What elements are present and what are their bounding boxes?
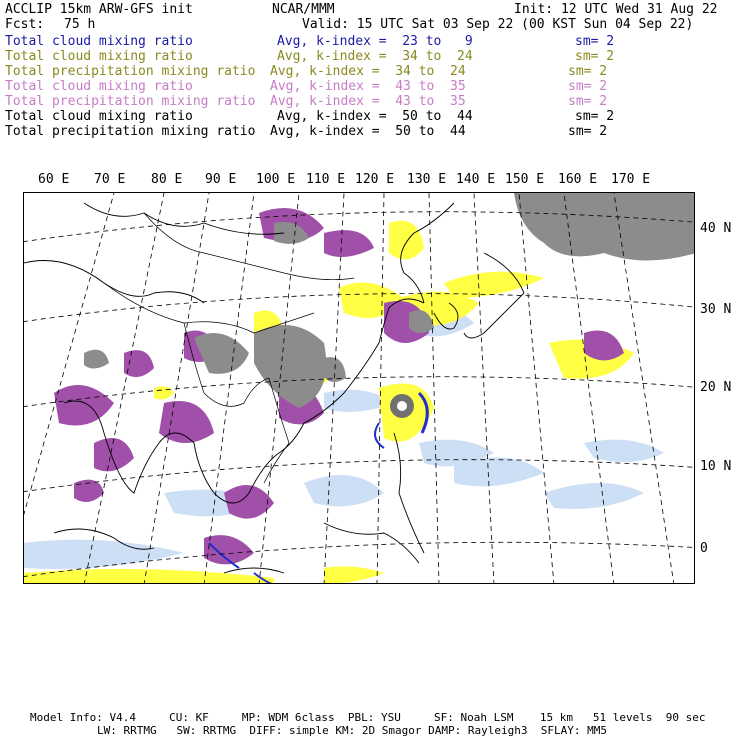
legend-level-range: Avg, k-index = 50 to 44	[270, 124, 466, 139]
legend-level-range: Avg, k-index = 43 to 35	[270, 94, 466, 109]
legend-level-range: Avg, k-index = 34 to 24	[277, 49, 473, 64]
lat-label: 10 N	[700, 459, 732, 474]
lon-label: 170 E	[611, 172, 651, 187]
legend-level-range: Avg, k-index = 23 to 9	[277, 34, 473, 49]
lat-label: 20 N	[700, 380, 732, 395]
map-canvas	[24, 193, 695, 584]
legend-smoothing: sm= 2	[568, 94, 608, 109]
map-panel	[23, 192, 695, 584]
grid-line	[84, 193, 164, 584]
legend-field-label: Total cloud mixing ratio	[5, 49, 193, 64]
legend-field-label: Total cloud mixing ratio	[5, 109, 193, 124]
grid-line	[429, 193, 439, 584]
lon-label: 60 E	[38, 172, 70, 187]
legend-field-label: Total precipitation mixing ratio	[5, 64, 256, 79]
legend-smoothing: sm= 2	[568, 64, 608, 79]
lon-label: 110 E	[306, 172, 346, 187]
forecast-label: Fcst:	[5, 17, 45, 32]
grid-line	[519, 193, 554, 584]
grid-line	[204, 193, 254, 584]
model-info-line-2: LW: RRTMG SW: RRTMG DIFF: simple KM: 2D Smagor DAMP: Rayleigh3 SFLAY: MM5	[97, 724, 607, 737]
grid-line	[474, 193, 494, 584]
grid-line	[144, 193, 209, 584]
lat-label: 40 N	[700, 221, 732, 236]
legend-field-label: Total precipitation mixing ratio	[5, 94, 256, 109]
lon-label: 120 E	[355, 172, 395, 187]
lat-label: 30 N	[700, 302, 732, 317]
lon-label: 130 E	[407, 172, 447, 187]
legend-field-label: Total cloud mixing ratio	[5, 79, 193, 94]
legend-smoothing: sm= 2	[575, 49, 615, 64]
lon-label: 100 E	[256, 172, 296, 187]
legend-field-label: Total precipitation mixing ratio	[5, 124, 256, 139]
model-title: ACCLIP 15km ARW-GFS init	[5, 2, 193, 17]
lon-label: 150 E	[505, 172, 545, 187]
legend-field-label: Total cloud mixing ratio	[5, 34, 193, 49]
forecast-hours: 75 h	[64, 17, 96, 32]
legend-smoothing: sm= 2	[575, 34, 615, 49]
legend-level-range: Avg, k-index = 50 to 44	[277, 109, 473, 124]
lon-label: 140 E	[456, 172, 496, 187]
legend-level-range: Avg, k-index = 43 to 35	[270, 79, 466, 94]
precip-purple-layer	[54, 208, 624, 564]
center-title: NCAR/MMM	[272, 2, 335, 17]
model-info-line-1: Model Info: V4.4 CU: KF MP: WDM 6class PBL: YSU SF: Noah LSM 15 km 51 levels 90 sec	[30, 711, 706, 724]
lon-label: 90 E	[205, 172, 237, 187]
lon-label: 70 E	[94, 172, 126, 187]
init-time: Init: 12 UTC Wed 31 Aug 22	[514, 2, 718, 17]
legend-level-range: Avg, k-index = 34 to 24	[270, 64, 466, 79]
legend-smoothing: sm= 2	[568, 79, 608, 94]
legend-smoothing: sm= 2	[568, 124, 608, 139]
lat-label: 0	[700, 541, 708, 556]
legend-smoothing: sm= 2	[575, 109, 615, 124]
lon-label: 160 E	[558, 172, 598, 187]
valid-time: Valid: 15 UTC Sat 03 Sep 22 (00 KST Sun 04 Sep 22)	[302, 17, 694, 32]
lon-label: 80 E	[151, 172, 183, 187]
